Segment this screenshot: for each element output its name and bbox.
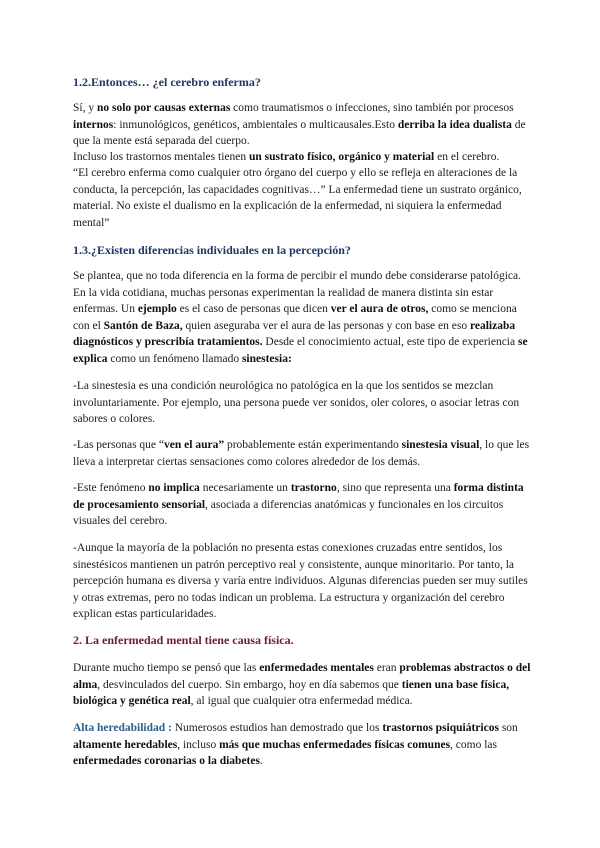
paragraph-1-3-intro bbox=[73, 268, 533, 367]
body-text: Se plantea, que no toda diferencia en la forma de percibir el mundo debe considerarse patológica. En la vida cotidiana, muchas personas experimentan la realidad de manera distinta sin estar enfermas. Un bbox=[73, 270, 521, 315]
emphasis-text: no solo por causas externas bbox=[96, 102, 231, 114]
emphasis-text: internos bbox=[73, 118, 114, 131]
paragraph-causa-fisica bbox=[73, 660, 533, 710]
body-text: Desde el conocimiento actual, este tipo de experiencia bbox=[262, 336, 518, 348]
body-text: , incluso bbox=[177, 738, 220, 751]
body-text: necesariamente un bbox=[199, 482, 291, 494]
body-text: Numerosos estudios han demostrado que los bbox=[171, 722, 383, 734]
body-text: -Las personas que “ bbox=[73, 439, 165, 451]
emphasis-text: un sustrato físico, orgánico y material bbox=[248, 151, 435, 163]
paragraph-aura bbox=[73, 437, 533, 470]
body-text: -Aunque la mayoría de la población no presenta estas conexiones cruzadas entre sentidos, los sinestésicos mantienen un patrón perceptivo real y consistente, aunque minoritario. Por tanto, la percepción humana es diversa y varía entre individuos. Algunas diferencias pueden ser muy sutiles y otras extremas, pero no todas indican un problema. La estructura y organización del cerebro explican estas particularidades. bbox=[73, 542, 528, 620]
paragraph-heredabilidad bbox=[73, 720, 533, 770]
body-text: -Este fenómeno bbox=[73, 482, 149, 494]
emphasis-text: ven el aura” bbox=[164, 439, 225, 451]
body-text: quien aseguraba ver el aura de las personas y con base en eso bbox=[182, 319, 470, 332]
emphasis-text: realizaba diagnósticos y prescribía tratamientos. bbox=[73, 319, 516, 348]
body-text: como traumatismos o infecciones, sino también por procesos bbox=[230, 102, 514, 114]
emphasis-text: forma distinta de procesamiento sensorial bbox=[73, 482, 524, 511]
emphasis-text: enfermedades coronarias o la diabetes bbox=[73, 755, 260, 767]
body-text: como se menciona con el bbox=[73, 303, 517, 332]
body-text: , desvinculados del cuerpo. Sin embargo, hoy en día sabemos que bbox=[97, 678, 402, 691]
body-text: eran bbox=[373, 662, 400, 674]
body-text: , al igual que cualquier otra enfermedad médica. bbox=[190, 695, 413, 707]
body-text: probablemente están experimentando bbox=[224, 439, 402, 451]
emphasis-text: se explica bbox=[73, 336, 528, 365]
emphasis-text: altamente heredables bbox=[73, 738, 178, 751]
emphasis-text: sinestesia: bbox=[241, 352, 292, 365]
emphasis-text: trastornos psiquiátricos bbox=[382, 722, 499, 734]
emphasis-text: ejemplo bbox=[137, 303, 177, 315]
body-text: , sino que representa una bbox=[336, 482, 454, 494]
emphasis-text: Santón de Baza, bbox=[103, 319, 183, 332]
section-heading-1-3: 1.3.¿Existen diferencias individuales en la percepción? bbox=[73, 243, 351, 257]
body-text: Incluso los trastornos mentales tienen bbox=[73, 151, 249, 163]
emphasis-text: Alta heredabilidad : bbox=[73, 722, 172, 734]
body-text: , como las bbox=[450, 738, 497, 751]
emphasis-text: no implica bbox=[148, 482, 200, 494]
emphasis-text: más que muchas enfermedades físicas comunes bbox=[219, 738, 451, 751]
paragraph-1-2-b bbox=[73, 149, 533, 166]
body-text: Durante mucho tiempo se pensó que las bbox=[73, 662, 260, 674]
paragraph-no-trastorno bbox=[73, 480, 533, 530]
section-heading-1-2: 1.2.Entonces… ¿el cerebro enferma? bbox=[73, 75, 261, 89]
paragraph-1-2-a bbox=[73, 100, 533, 150]
emphasis-text: enfermedades mentales bbox=[259, 662, 374, 674]
body-text: como un fenómeno llamado bbox=[107, 352, 242, 365]
body-text: son bbox=[498, 722, 518, 734]
body-text: en el cerebro. bbox=[434, 151, 500, 163]
section-heading-2: 2. La enfermedad mental tiene causa física. bbox=[73, 633, 294, 647]
emphasis-text: sinestesia visual bbox=[401, 439, 480, 451]
emphasis-text: problemas abstractos o del alma bbox=[73, 662, 531, 691]
body-text: de que la mente está separada del cuerpo. bbox=[73, 118, 526, 147]
emphasis-text: trastorno bbox=[290, 482, 337, 494]
body-text: Sí, y bbox=[73, 102, 97, 114]
body-text: . bbox=[259, 755, 263, 767]
emphasis-text: derriba la idea dualista bbox=[397, 118, 512, 131]
body-text: : inmunológicos, genéticos, ambientales o multicausales.Esto bbox=[113, 118, 398, 131]
body-text: , asociada a diferencias anatómicas y funcionales en los circuitos visuales del cerebro. bbox=[73, 498, 504, 527]
body-text: -La sinestesia es una condición neurológica no patológica en la que los sentidos se mezclan involuntariamente. Por ejemplo, una persona puede ver sonidos, oler colores, o asociar letras con sabores o colores. bbox=[73, 380, 520, 425]
paragraph-sinestesia-definition bbox=[73, 378, 533, 428]
body-text: , lo que les lleva a interpretar ciertas sensaciones como colores alrededor de los demás. bbox=[73, 439, 530, 468]
emphasis-text: ver el aura de otros, bbox=[330, 303, 429, 315]
paragraph-diversidad-perceptiva bbox=[73, 540, 533, 623]
emphasis-text: tienen una base física, biológica y genética real bbox=[73, 678, 510, 707]
paragraph-1-2-quote: “El cerebro enferma como cualquier otro órgano del cuerpo y ello se refleja en alteraciones de la conducta, la percepción, las capacidades cognitivas…” La enfermedad tiene un sustrato orgánico, material. No existe el dualismo en la explicación de la enfermedad, ni siquiera la enfermedad mental” bbox=[73, 167, 522, 229]
body-text: es el caso de personas que dicen bbox=[176, 303, 331, 315]
